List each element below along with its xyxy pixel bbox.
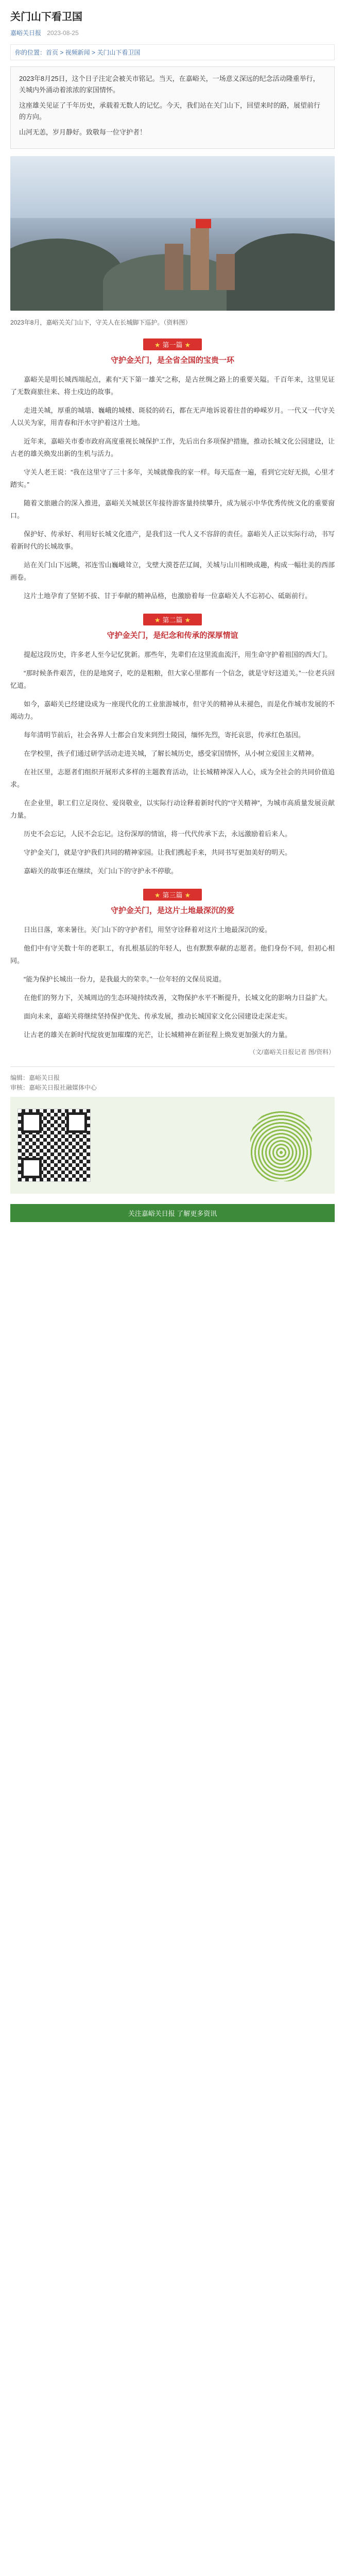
section-tag: ★ 第三篇 ★	[143, 889, 202, 901]
paragraph: 嘉峪关的故事还在继续，关门山下的守护永不停歇。	[24, 867, 178, 875]
paragraph: 站在关门山下远眺，祁连雪山巍峨耸立，戈壁大漠苍茫辽阔，关城与山川相映成趣，构成一幅壮美的西部画卷。	[10, 561, 335, 581]
paragraph: 在企业里，职工们立足岗位、爱岗敬业，以实际行动诠释着新时代的“守关精神”，为城市高质量发展贡献力量。	[10, 799, 335, 819]
hero-building	[165, 244, 183, 290]
section-heading-1	[10, 338, 335, 365]
article-header	[0, 0, 345, 39]
qr-corner	[21, 1158, 42, 1178]
hero-sky	[10, 156, 335, 218]
hero-building	[216, 254, 235, 290]
qr-corner	[21, 1112, 42, 1133]
paragraph: 面向未来，嘉峪关将继续坚持保护优先、传承发展，推动长城国家文化公园建设走深走实。	[24, 1012, 292, 1020]
star-icon: ★	[184, 616, 191, 624]
paragraph: 这片土地孕育了坚韧不拔、甘于奉献的精神品格，也激励着每一位嘉峪关人不忘初心、砥砺前行。	[24, 592, 312, 600]
hero-building	[191, 228, 209, 290]
paragraph: 走进关城，厚重的城墙、巍峨的城楼、斑驳的砖石，都在无声地诉说着往昔的峥嵘岁月。一代又一代守关人以关为家，用青春和汗水守护着这片土地。	[10, 406, 335, 427]
paragraph: 历史不会忘记，人民不会忘记。这份深厚的情谊，将一代代传承下去，永远激励着后来人。	[24, 830, 292, 838]
footer-card	[10, 1066, 335, 1194]
section-heading-3	[10, 889, 335, 916]
author-line: （文/嘉峪关日报记者 图/资料）	[249, 1048, 335, 1056]
section-heading-2	[10, 614, 335, 640]
paragraph: 他们中有守关数十年的老职工，有扎根基层的年轻人，也有默默奉献的志愿者。他们身份不同，但初心相同。	[10, 944, 335, 964]
paragraph: “那时候条件艰苦，住的是地窝子，吃的是粗粮，但大家心里都有一个信念，就是守好这道关。”一位老兵回忆道。	[10, 669, 335, 689]
editor-label: 编辑：嘉峪关日报	[10, 1074, 60, 1081]
paragraph: “能为保护长城出一份力，是我最大的荣幸。”一位年轻的文保员说道。	[24, 975, 226, 983]
hero-flag	[196, 219, 211, 228]
star-icon: ★	[154, 891, 161, 899]
intro-paragraph: 这座雄关见证了千年历史，承载着无数人的记忆。今天，我们站在关门山下，回望来时的路，展望前行的方向。	[19, 101, 321, 121]
qr-code-icon[interactable]	[18, 1109, 91, 1182]
qr-section	[10, 1097, 335, 1194]
article-body	[0, 338, 345, 1041]
paragraph: 守关人老王说：“我在这里守了三十多年，关城就像我的家一样。每天巡查一遍，看到它完好无损，心里才踏实。”	[10, 468, 335, 488]
qr-corner	[66, 1112, 87, 1133]
section-tag: ★ 第一篇 ★	[143, 338, 202, 350]
star-icon: ★	[154, 341, 161, 349]
section-tag: ★ 第二篇 ★	[143, 614, 202, 625]
intro-box	[10, 66, 335, 149]
section-title: 守护金关门，是这片土地最深沉的爱	[110, 906, 234, 915]
paragraph: 近年来，嘉峪关市委市政府高度重视长城保护工作，先后出台多项保护措施，推动长城文化公园建设，让古老的雄关焕发出新的生机与活力。	[10, 437, 335, 457]
hero-hill	[227, 233, 335, 311]
article-date: 2023-08-25	[47, 29, 79, 37]
breadcrumb[interactable]: 你的位置：首页 > 视频新闻 > 关门山下看卫国	[10, 44, 335, 60]
paragraph: 在社区里，志愿者们组织开展形式多样的主题教育活动，让长城精神深入人心，成为全社会的共同价值追求。	[10, 768, 335, 788]
section-title: 守护金关门，是全省全国的宝贵一环	[110, 356, 234, 365]
article-title: 关门山下看卫国	[10, 11, 82, 23]
fingerprint-icon	[250, 1109, 312, 1181]
paragraph: 随着文旅融合的深入推进，嘉峪关关城景区年接待游客量持续攀升，成为展示中华优秀传统文化的重要窗口。	[10, 499, 335, 519]
paragraph: 在他们的努力下，关城周边的生态环境持续改善，文物保护水平不断提升，长城文化的影响力日益扩大。	[24, 994, 332, 1002]
hero-caption: 2023年8月，嘉峪关关门山下，守关人在长城脚下巡护。（资料图）	[10, 319, 192, 326]
paragraph: 保护好、传承好、利用好长城文化遗产，是我们这一代人义不容辞的责任。嘉峪关人正以实际行动，书写着新时代的长城故事。	[10, 530, 335, 550]
article-meta	[10, 28, 335, 37]
follow-banner[interactable]: 关注嘉峪关日报 了解更多资讯	[10, 1204, 335, 1222]
star-icon: ★	[184, 341, 191, 349]
intro-paragraph: 山河无恙，岁月静好。致敬每一位守护者！	[19, 128, 147, 136]
star-icon: ★	[154, 616, 161, 624]
article-page	[0, 0, 345, 1222]
section-title: 守护金关门，是纪念和传承的深厚情谊	[107, 631, 238, 640]
article-source-link[interactable]: 嘉峪关日报	[10, 29, 42, 37]
paragraph: 守护金关门，就是守护我们共同的精神家园。让我们携起手来，共同书写更加美好的明天。	[24, 849, 292, 856]
star-icon: ★	[184, 891, 191, 899]
paragraph: 嘉峪关是明长城西端起点，素有“天下第一雄关”之称，是古丝绸之路上的重要关隘。千百年来，这里见证了无数商旅往来、将士戍边的故事。	[10, 376, 335, 396]
paragraph: 日出日落，寒来暑往。关门山下的守护者们，用坚守诠释着对这片土地最深沉的爱。	[24, 926, 272, 934]
intro-paragraph: 2023年8月25日，这个日子注定会被关市铭记。当天，在嘉峪关，一场意义深远的纪念活动隆重举行，关城内外涌动着浓浓的家国情怀。	[19, 75, 320, 94]
paragraph: 在学校里，孩子们通过研学活动走进关城，了解长城历史，感受家国情怀，从小树立爱国主义精神。	[24, 750, 319, 757]
reviewer-label: 审核：嘉峪关日报社融媒体中心	[10, 1084, 97, 1091]
paragraph: 如今，嘉峪关已经建设成为一座现代化的工业旅游城市，但守关的精神从未褪色，而是化作城市发展的不竭动力。	[10, 700, 335, 720]
paragraph: 提起这段历史，许多老人至今记忆犹新。那些年，先辈们在这里流血流汗，用生命守护着祖国的西大门。	[24, 651, 332, 658]
hero-image	[10, 156, 335, 311]
paragraph: 每年清明节前后，社会各界人士都会自发来到烈士陵园，缅怀先烈，寄托哀思，传承红色基因。	[24, 731, 305, 739]
paragraph: 让古老的雄关在新时代绽放更加璀璨的光芒，让长城精神在新征程上焕发更加强大的力量。	[24, 1031, 292, 1039]
